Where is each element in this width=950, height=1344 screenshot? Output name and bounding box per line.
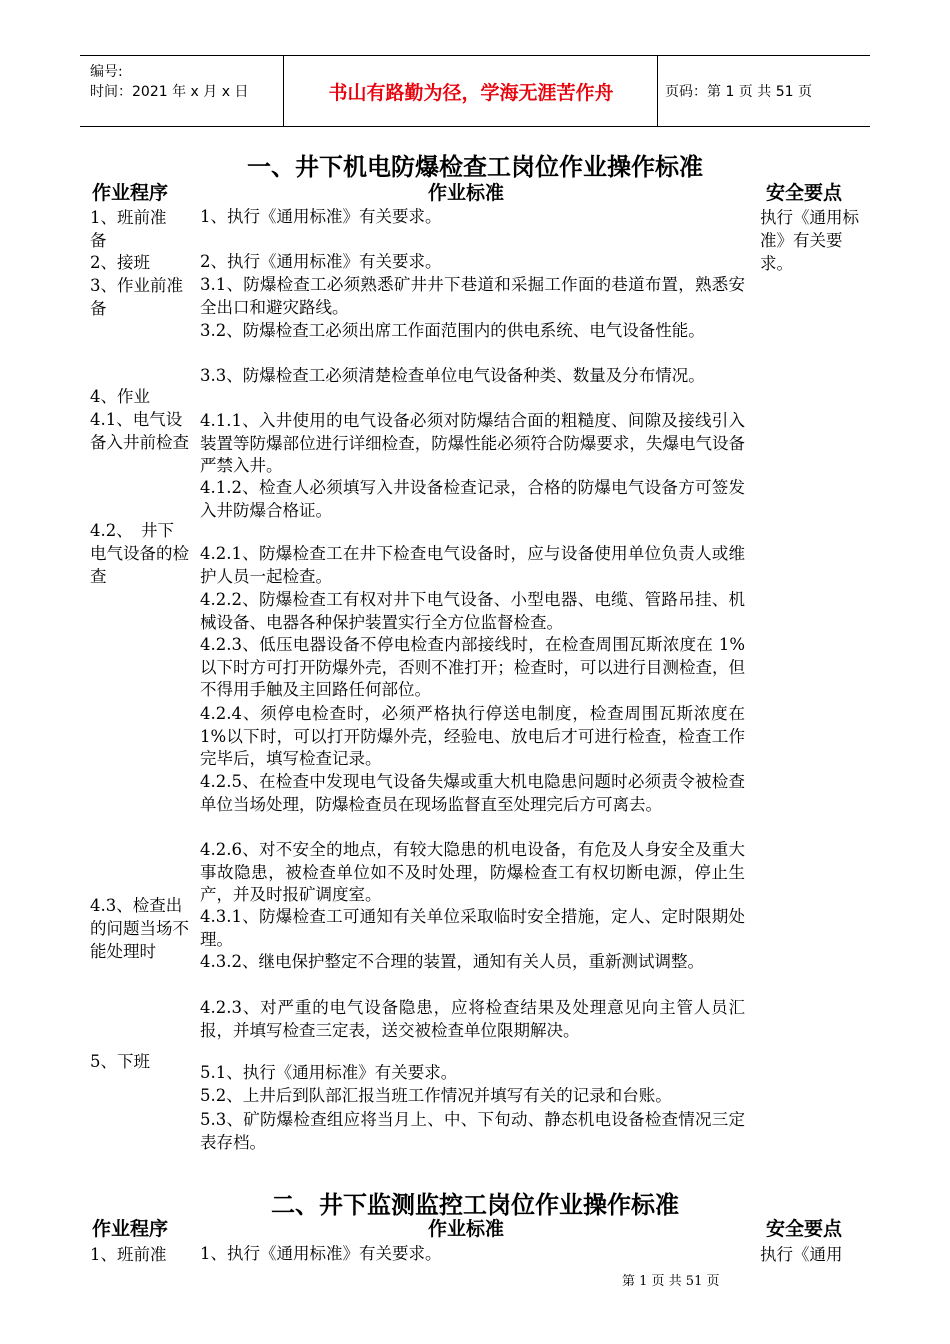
standard-item: 4.2.6、对不安全的地点，有较大隐患的机电设备，有危及人身安全及重大事故隐患，被检查单位如不及时处理，防爆检查工有权切断电源，停止生产，并及时报矿调度室。 bbox=[200, 840, 745, 904]
standard-item: 4.2.1、防爆检查工在井下检查电气设备时，应与设备使用单位负责人或维护人员一起检查。 bbox=[200, 544, 745, 586]
standard-item: 3.2、防爆检查工必须出席工作面范围内的供电系统、电气设备性能。 bbox=[200, 321, 705, 340]
column-header-safety: 安全要点 bbox=[766, 182, 843, 204]
number-label: 编号: bbox=[90, 64, 123, 80]
standard-item: 4.2.3、对严重的电气设备隐患，应将检查结果及处理意见向主管人员汇报，并填写检查三定表，送交被检查单位限期解决。 bbox=[200, 998, 745, 1040]
standard-item: 4.2.5、在检查中发现电气设备失爆或重大机电隐患问题时必须责令被检查单位当场处理，防爆检查员在现场监督直至处理完后方可离去。 bbox=[200, 772, 745, 814]
page-footer: 第 1 页 共 51 页 bbox=[622, 1274, 720, 1289]
procedure-step: 4.3、检查出的问题当场不能处理时 bbox=[90, 896, 189, 961]
section-title: 二、井下监测监控工岗位作业操作标准 bbox=[271, 1191, 679, 1219]
section-title: 一、井下机电防爆检查工岗位作业操作标准 bbox=[247, 153, 703, 181]
standard-item: 1、执行《通用标准》有关要求。 bbox=[200, 207, 442, 226]
standard-item: 2、执行《通用标准》有关要求。 bbox=[200, 252, 442, 271]
column-header-procedure: 作业程序 bbox=[92, 1218, 169, 1240]
time-label: 时间：2021 年 x 月 x 日 bbox=[90, 84, 249, 100]
safety-note: 执行《通用 bbox=[760, 1245, 843, 1264]
procedure-step: 5、下班 bbox=[90, 1052, 150, 1071]
column-header-standard: 作业标准 bbox=[428, 182, 505, 204]
standard-item: 4.1.1、入井使用的电气设备必须对防爆结合面的粗糙度、间隙及接线引入装置等防爆部位进行详细检查，防爆性能必须符合防爆要求，失爆电气设备严禁入井。 bbox=[200, 411, 745, 475]
column-header-procedure: 作业程序 bbox=[92, 182, 169, 204]
procedure-step: 2、接班 bbox=[90, 253, 150, 272]
header-motto: 书山有路勤为径，学海无涯苦作舟 bbox=[328, 81, 614, 104]
standard-item: 1、执行《通用标准》有关要求。 bbox=[200, 1244, 442, 1263]
standard-item: 3.1、防爆检查工必须熟悉矿井井下巷道和采掘工作面的巷道布置，熟悉安全出口和避灾路线。 bbox=[200, 275, 745, 317]
procedure-step: 4.2、 井下电气设备的检查 bbox=[90, 521, 189, 586]
procedure-step: 1、班前准 bbox=[90, 1245, 167, 1264]
standard-item: 4.3.2、继电保护整定不合理的装置，通知有关人员，重新测试调整。 bbox=[200, 952, 704, 971]
column-header-safety: 安全要点 bbox=[766, 1218, 843, 1240]
standard-item: 5.2、上井后到队部汇报当班工作情况并填写有关的记录和台账。 bbox=[200, 1086, 672, 1105]
standard-item: 4.2.4、须停电检查时，必须严格执行停送电制度，检查周围瓦斯浓度在 1%以下时，可以打开防爆外壳，经验电、放电后才可进行检查，检查工作完毕后，填写检查记录。 bbox=[200, 704, 745, 768]
header-divider bbox=[657, 56, 658, 126]
procedure-step: 4、作业 bbox=[90, 387, 150, 406]
standard-item: 3.3、防爆检查工必须清楚检查单位电气设备种类、数量及分布情况。 bbox=[200, 366, 705, 385]
standard-item: 5.1、执行《通用标准》有关要求。 bbox=[200, 1063, 458, 1082]
header-meta bbox=[90, 62, 248, 102]
standard-item: 5.3、矿防爆检查组应将当月上、中、下旬动、静态机电设备检查情况三定表存档。 bbox=[200, 1110, 745, 1152]
procedure-step: 3、作业前准备 bbox=[90, 276, 183, 318]
standard-item: 4.1.2、检查人必须填写入井设备检查记录，合格的防爆电气设备方可签发入井防爆合格证。 bbox=[200, 478, 745, 520]
standard-item: 4.2.3、低压电器设备不停电检查内部接线时，在检查周围瓦斯浓度在 1%以下时方可打开防爆外壳，否则不准打开；检查时，可以进行目测检查，但不得用手触及主回路任何部位。 bbox=[200, 635, 745, 699]
header-divider bbox=[283, 56, 284, 126]
safety-note: 执行《通用标准》有关要求。 bbox=[760, 208, 859, 273]
standard-item: 4.3.1、防爆检查工可通知有关单位采取临时安全措施，定人、定时限期处理。 bbox=[200, 907, 745, 949]
procedure-step: 4.1、电气设备入井前检查 bbox=[90, 410, 189, 452]
page-header bbox=[80, 55, 870, 127]
header-page-number: 页码：第 1 页 共 51 页 bbox=[665, 84, 812, 100]
procedure-step: 1、班前准 备 bbox=[90, 208, 200, 250]
standard-item: 4.2.2、防爆检查工有权对井下电气设备、小型电器、电缆、管路吊挂、机械设备、电器各种保护装置实行全方位监督检查。 bbox=[200, 590, 745, 632]
column-header-standard: 作业标准 bbox=[428, 1218, 505, 1240]
